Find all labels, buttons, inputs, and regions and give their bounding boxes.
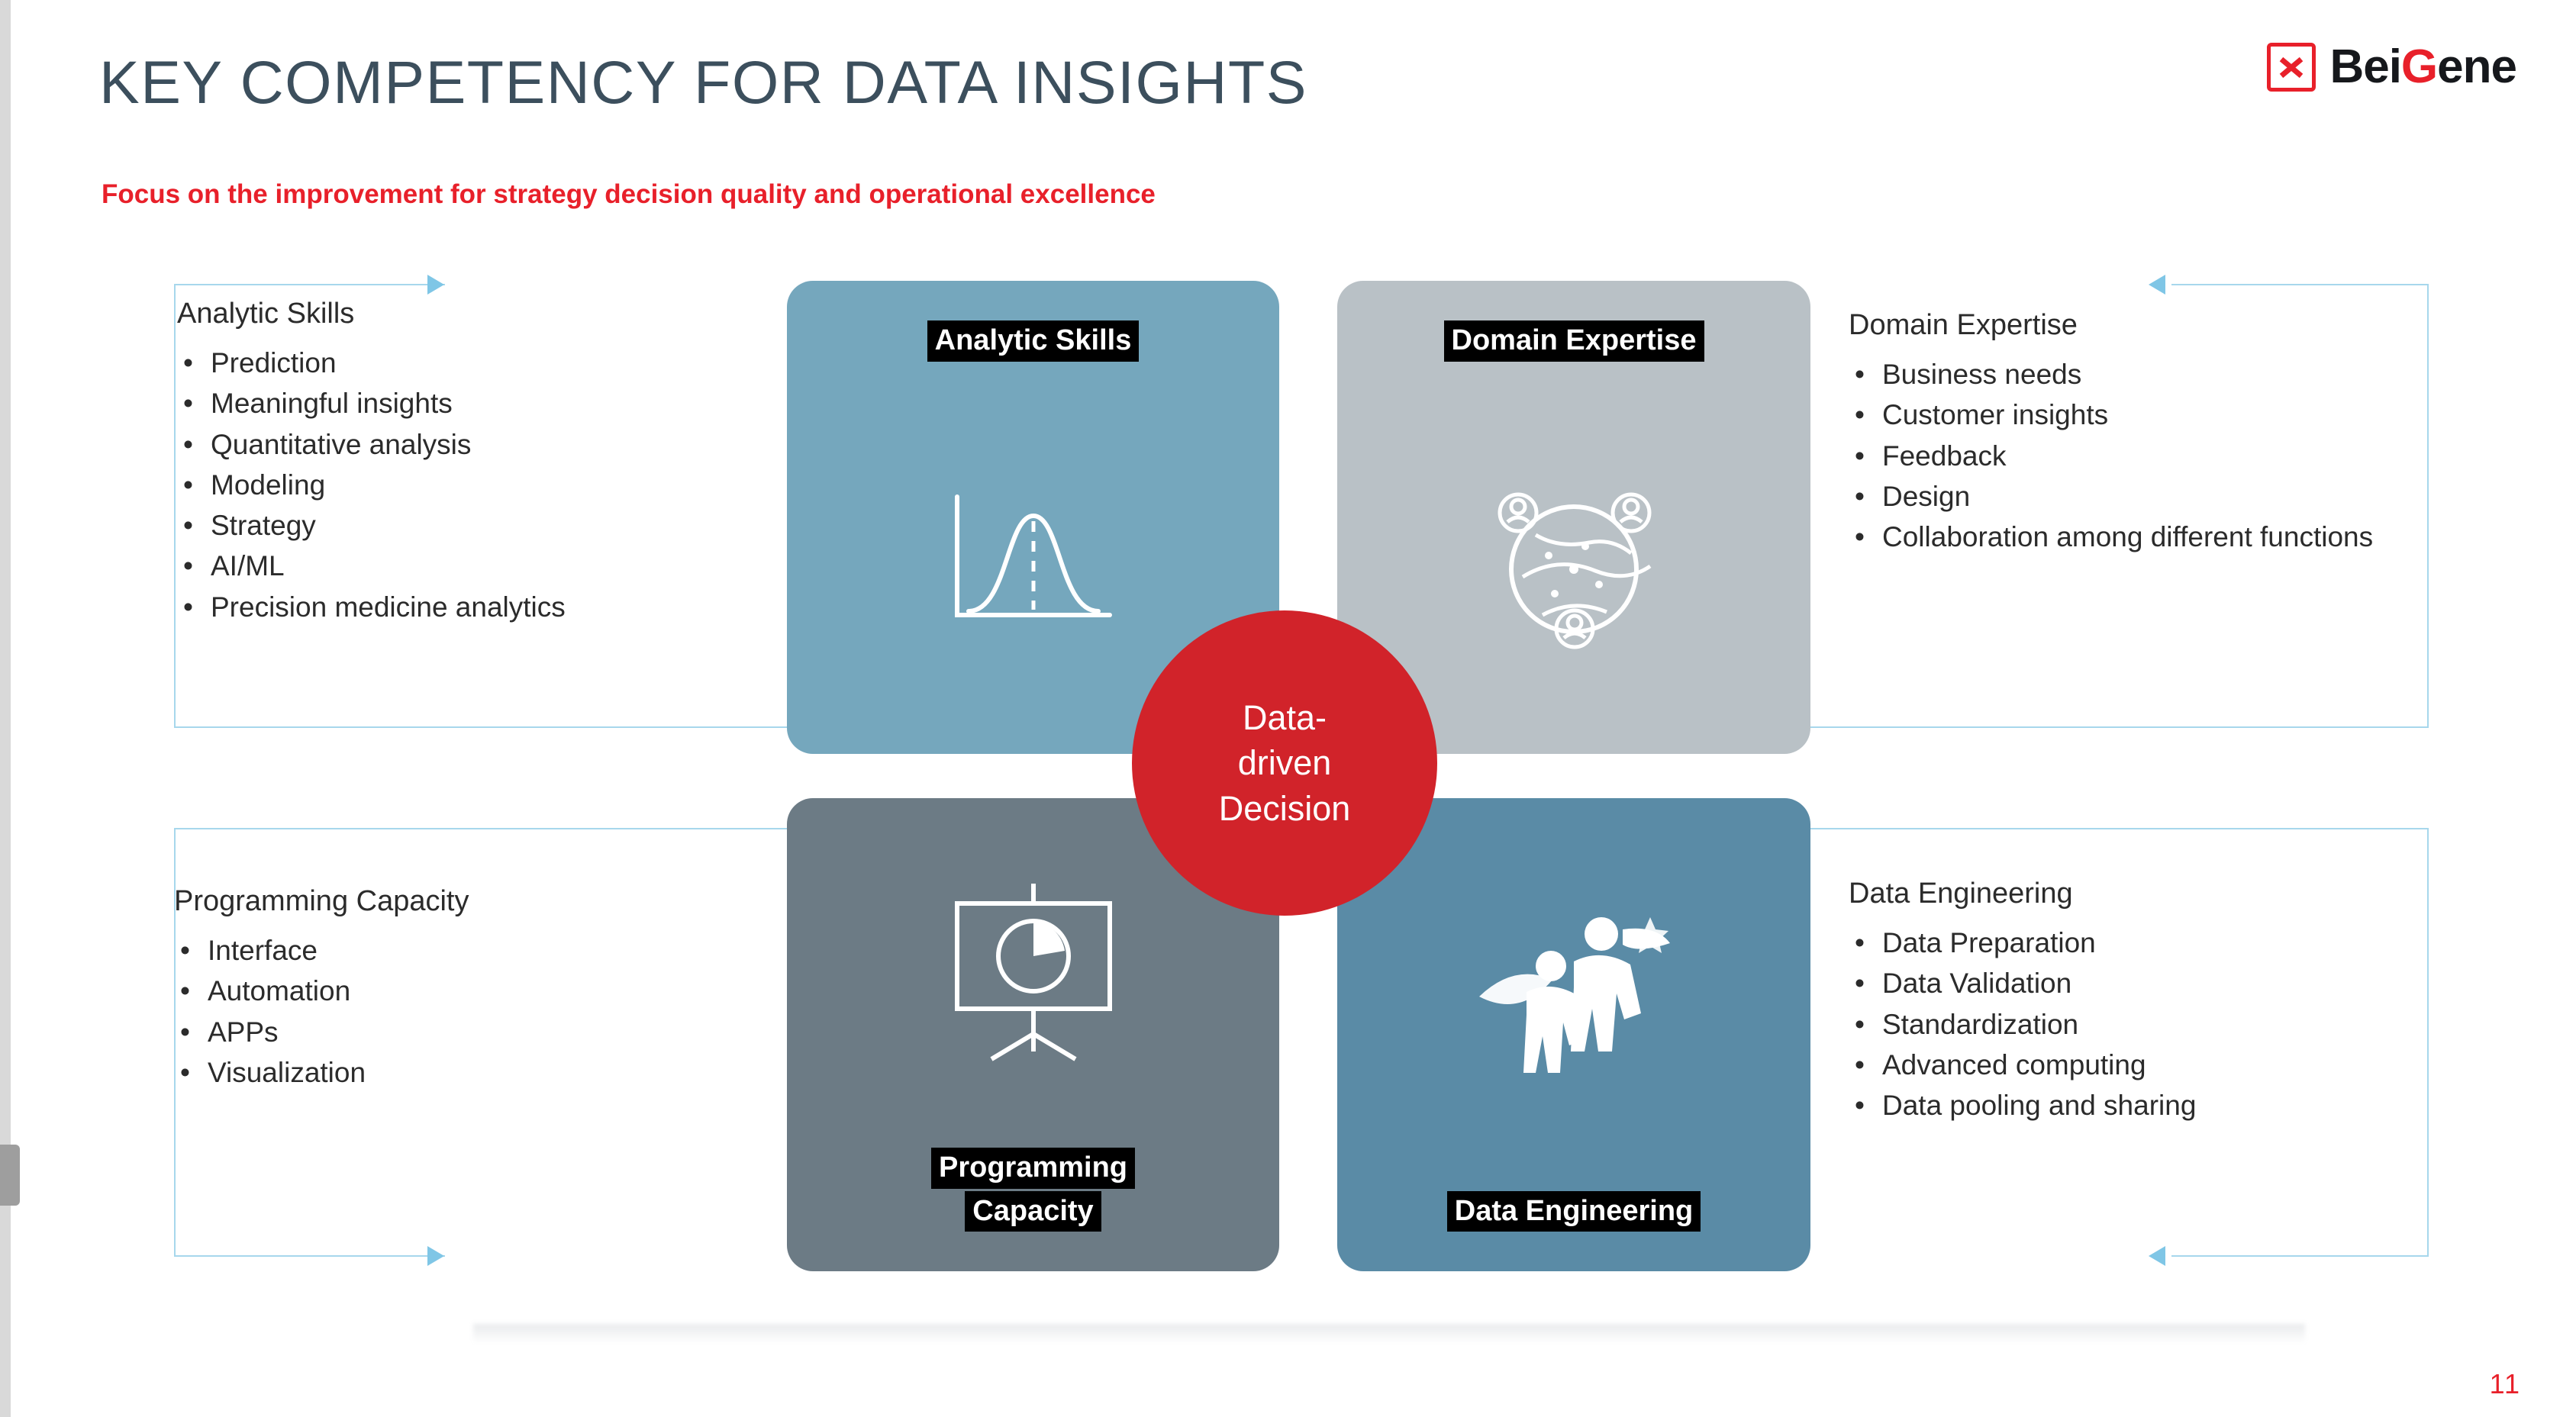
center-text bbox=[1219, 695, 1351, 831]
team-flag-rocket-icon bbox=[1337, 798, 1810, 1191]
connector-left-bottom-bottom bbox=[174, 1255, 445, 1257]
list-item: • Data pooling and sharing bbox=[1849, 1085, 2398, 1126]
list-item: • Meaningful insights bbox=[177, 383, 742, 423]
brand-text-accent: G bbox=[2400, 40, 2438, 93]
list-domain-expertise bbox=[1849, 309, 2398, 557]
list-programming-capacity-items bbox=[174, 930, 739, 1093]
page-number: 11 bbox=[2489, 1368, 2521, 1399]
connector-right-bottom-bottom bbox=[2171, 1255, 2429, 1257]
center-data-driven-decision bbox=[1132, 610, 1437, 916]
list-item: • Interface bbox=[174, 930, 739, 971]
center-line-2: driven bbox=[1237, 743, 1332, 783]
center-line-3: Decision bbox=[1218, 788, 1351, 828]
connector-right-bottom-arrow-icon bbox=[2149, 1246, 2165, 1266]
beigene-diamond-icon bbox=[2267, 43, 2316, 92]
connector-right-top-top bbox=[2171, 284, 2429, 285]
quadrant-analytic-label: Analytic Skills bbox=[927, 320, 1140, 362]
connector-right-bottom-top bbox=[1790, 828, 2429, 829]
list-item: • AI/ML bbox=[177, 546, 742, 586]
connector-right-top-arrow-icon bbox=[2149, 275, 2165, 295]
slide-bottom-shadow bbox=[473, 1324, 2305, 1344]
list-item: • Quantitative analysis bbox=[177, 424, 742, 465]
page-subtitle: Focus on the improvement for strategy decision quality and operational excellence bbox=[102, 179, 1156, 209]
center-line-1: Data- bbox=[1242, 697, 1327, 737]
list-item: • Precision medicine analytics bbox=[177, 587, 742, 627]
connector-right-top-bottom bbox=[1790, 726, 2429, 728]
list-data-engineering-items bbox=[1849, 923, 2398, 1126]
list-analytic-skills-heading: Analytic Skills bbox=[177, 298, 355, 330]
connector-left-top-top bbox=[174, 284, 445, 285]
connector-left-top-arrow-icon bbox=[427, 275, 444, 295]
connector-right-bottom-vertical bbox=[2427, 828, 2429, 1255]
list-item: • Strategy bbox=[177, 505, 742, 546]
list-item: • APPs bbox=[174, 1012, 739, 1052]
list-item: • Data Preparation bbox=[1849, 923, 2398, 963]
brand-text-after: ene bbox=[2437, 40, 2516, 93]
connector-left-top-bottom bbox=[174, 726, 815, 728]
connector-left-bottom-top bbox=[174, 828, 815, 829]
list-item: • Business needs bbox=[1849, 354, 2398, 395]
list-item: • Feedback bbox=[1849, 436, 2398, 476]
list-domain-expertise-heading: Domain Expertise bbox=[1849, 309, 2078, 341]
quadrant-dataeng-label: Data Engineering bbox=[1447, 1191, 1701, 1232]
quadrant-analytic-label-wrap bbox=[927, 320, 1140, 362]
brand-logo bbox=[2267, 40, 2516, 94]
list-item: • Automation bbox=[174, 971, 739, 1011]
list-item: • Data Validation bbox=[1849, 963, 2398, 1003]
connector-right-top-vertical bbox=[2427, 284, 2429, 726]
list-item: • Modeling bbox=[177, 465, 742, 505]
list-analytic-skills-items bbox=[177, 343, 742, 627]
list-item: • Standardization bbox=[1849, 1004, 2398, 1045]
list-data-engineering bbox=[1849, 878, 2398, 1126]
quadrant-data-engineering[interactable] bbox=[1337, 798, 1810, 1271]
list-item: • Visualization bbox=[174, 1052, 739, 1093]
list-item: • Collaboration among different functions bbox=[1849, 517, 2398, 557]
list-item: • Prediction bbox=[177, 343, 742, 383]
connector-left-top-vertical bbox=[174, 284, 176, 726]
quadrant-dataeng-label-wrap bbox=[1447, 1191, 1701, 1232]
list-analytic-skills bbox=[177, 298, 742, 627]
list-programming-capacity bbox=[174, 885, 739, 1093]
list-data-engineering-heading: Data Engineering bbox=[1849, 878, 2073, 910]
list-item: • Advanced computing bbox=[1849, 1045, 2398, 1085]
list-item: • Design bbox=[1849, 476, 2398, 517]
brand-text-before: Bei bbox=[2329, 40, 2401, 93]
quadrant-programming-label-wrap bbox=[931, 1148, 1135, 1232]
connector-left-bottom-arrow-icon bbox=[427, 1246, 444, 1266]
quadrant-domain-label-wrap bbox=[1444, 320, 1704, 362]
list-domain-expertise-items bbox=[1849, 354, 2398, 557]
brand-logo-text bbox=[2329, 40, 2516, 94]
quadrant-programming-label-line2: Capacity bbox=[965, 1191, 1101, 1232]
page-title: KEY COMPETENCY FOR DATA INSIGHTS bbox=[99, 48, 1307, 116]
list-item: • Customer insights bbox=[1849, 395, 2398, 435]
list-programming-capacity-heading: Programming Capacity bbox=[174, 885, 469, 917]
slide-left-handle[interactable] bbox=[0, 1145, 20, 1206]
quadrant-programming-label-line1: Programming bbox=[931, 1148, 1135, 1189]
quadrant-domain-label: Domain Expertise bbox=[1444, 320, 1704, 362]
